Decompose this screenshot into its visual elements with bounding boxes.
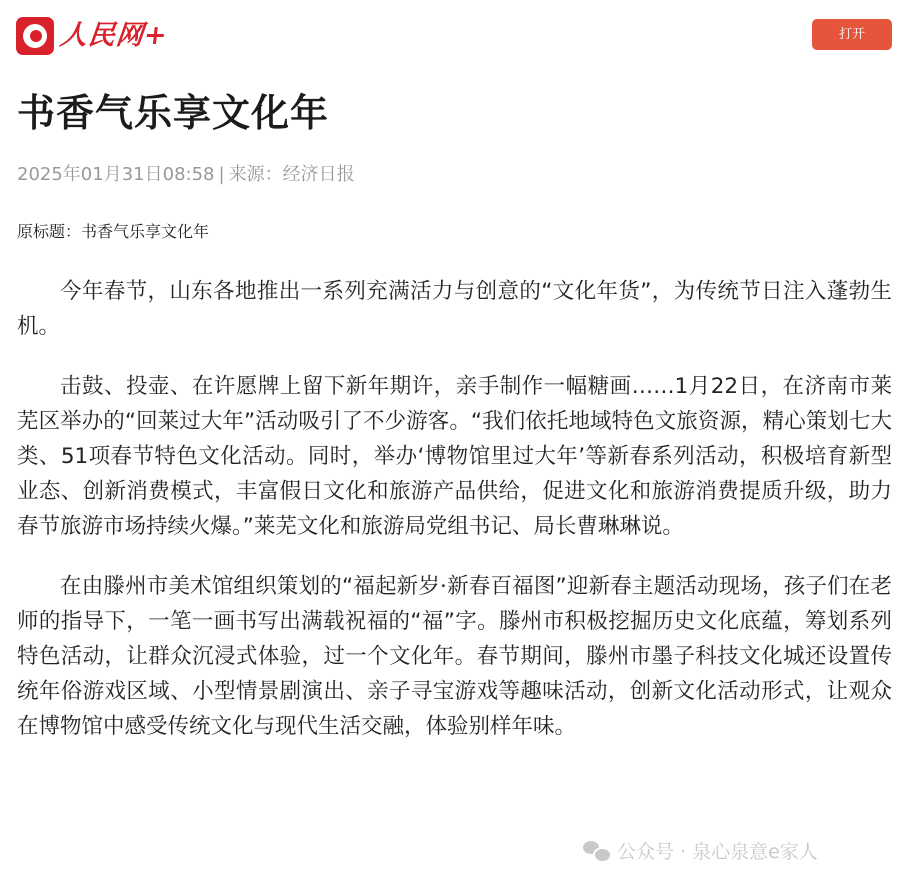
publish-date: 2025年01月31日08:58 [17,164,215,185]
brand-name: 人民网+ [58,20,170,51]
top-bar [0,0,918,70]
wechat-icon [583,839,609,861]
open-app-button[interactable]: 打开 [812,19,892,50]
paragraph: 今年春节，山东各地推出一系列充满活力与创意的“文化年货”，为传统节日注入蓬勃生机。 [17,279,892,339]
paragraph: 在由滕州市美术馆组织策划的“福起新岁·新春百福图”迎新春主题活动现场，孩子们在老师的指导下，一笔一画书写出满载祝福的“福”字。滕州市积极挖掘历史文化底蕴，筹划系列特色活动，让群众沉浸式体验，过一个文化年。春节期间，滕州市墨子科技文化城还设置传统年俗游戏区域、小型情景剧演出、亲子寻宝游戏等趣味活动，创新文化活动形式，让观众在博物馆中感受传统文化与现代生活交融，体验别样年味。 [17,574,892,739]
article-body [17,274,892,769]
brand-logo[interactable] [16,17,168,55]
meta-separator: | [218,164,225,185]
article-title: 书香气乐享文化年 [17,91,330,135]
watermark-text: 公众号 · 泉心泉意e家人 [617,840,818,863]
article-meta [17,162,355,188]
wechat-watermark [583,836,818,864]
people-daily-logo-icon [16,17,54,55]
paragraph: 击鼓、投壶、在许愿牌上留下新年期许，亲手制作一幅糖画……1月22日，在济南市莱芜区举办的“回莱过大年”活动吸引了不少游客。“我们依托地域特色文旅资源，精心策划七大类、51项春节特色文化活动。同时，举办‘博物馆里过大年’等新春系列活动，积极培育新型业态、创新消费模式，丰富假日文化和旅游产品供给，促进文化和旅游消费提质升级，助力春节旅游市场持续火爆。”莱芜文化和旅游局党组书记、局长曹琳琳说。 [17,374,892,539]
article-source: 来源：经济日报 [228,164,355,185]
original-title: 原标题：书香气乐享文化年 [17,222,210,241]
